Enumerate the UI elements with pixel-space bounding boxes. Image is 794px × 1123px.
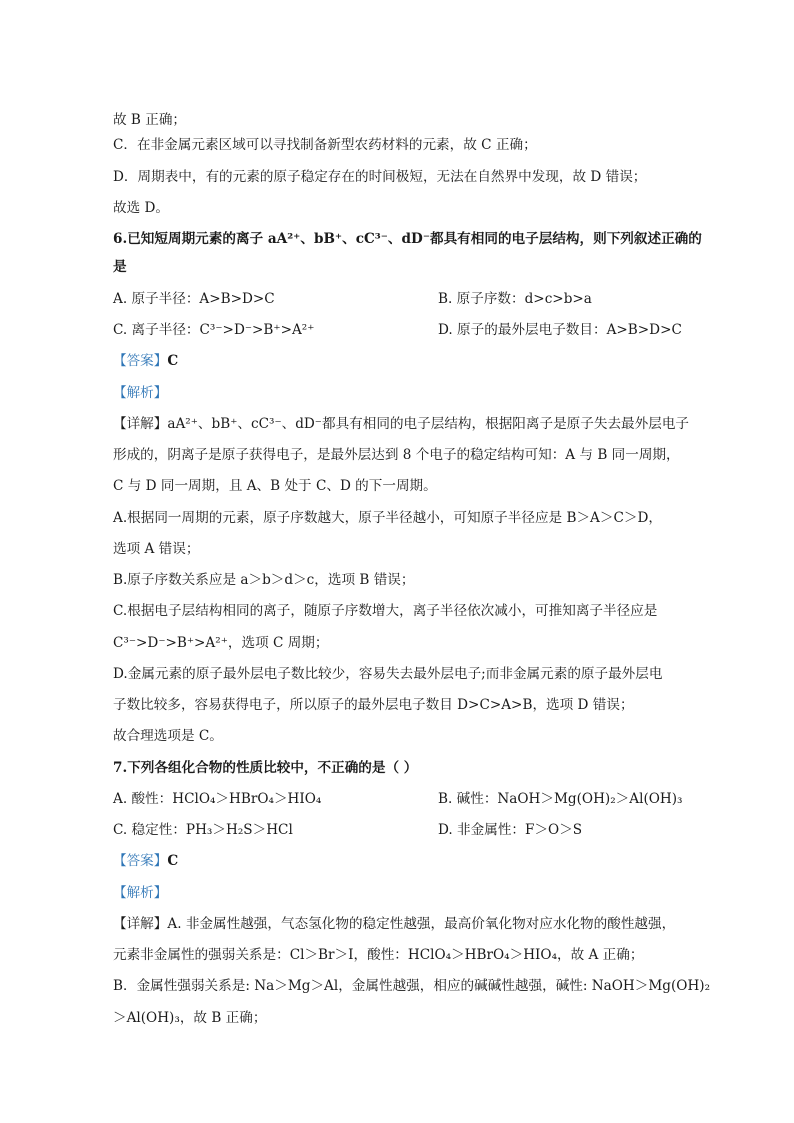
text-line: 【详解】A. 非金属性越强，气态氢化物的稳定性越强，最高价氧化物对应水化物的酸性越强， [113, 916, 676, 932]
q6-answer-line [113, 352, 178, 370]
text-line: 选项 A 错误； [113, 541, 200, 557]
answer-value: C [167, 853, 179, 869]
q7-option-d: D. 非金属性：F＞O＞S [438, 822, 583, 838]
text-line: 故选 D。 [113, 200, 170, 216]
q7-option-b: B. 碱性：NaOH＞Mg(OH)₂＞Al(OH)₃ [438, 791, 683, 807]
text-line: C．在非金属元素区域可以寻找制备新型农药材料的元素，故 C 正确； [113, 137, 537, 153]
question-7-stem: 7.下列各组化合物的性质比较中，不正确的是（ ） [113, 760, 418, 776]
text-line: 形成的，阴离子是原子获得电子，是最外层达到 8 个电子的稳定结构可知：A 与 B 同一周期， [113, 447, 680, 463]
answer-value: C [167, 353, 179, 369]
text-line: 【详解】aA²⁺、bB⁺、cC³⁻、dD⁻都具有相同的电子层结构，根据阳离子是原子失去最外层电子 [113, 416, 690, 432]
q7-answer-line [113, 852, 178, 870]
answer-tag: 【答案】 [113, 353, 168, 369]
analysis-tag: 【解析】 [113, 885, 168, 901]
q6-option-c: C. 离子半径：C³⁻>D⁻>B⁺>A²⁺ [113, 322, 315, 338]
text-line: 子数比较多，容易获得电子，所以原子的最外层电子数目 D>C>A>B，选项 D 错误； [113, 697, 634, 713]
text-line: 故 B 正确； [113, 112, 187, 128]
text-line: C 与 D 同一周期，且 A、B 处于 C、D 的下一周期。 [113, 478, 437, 494]
text-line: B．金属性强弱关系是: Na＞Mg＞Al，金属性越强，相应的碱碱性越强，碱性: NaOH＞Mg(OH)₂ [113, 978, 711, 994]
q6-option-d: D. 原子的最外层电子数目：A>B>D>C [438, 322, 682, 338]
text-line: C³⁻>D⁻>B⁺>A²⁺，选项 C 周期； [113, 635, 329, 651]
text-line: C.根据电子层结构相同的离子，随原子序数增大，离子半径依次减小，可推知离子半径应是 [113, 603, 658, 619]
text-line: D．周期表中，有的元素的原子稳定存在的时间极短，无法在自然界中发现，故 D 错误； [113, 169, 647, 185]
q7-option-a: A. 酸性：HClO₄＞HBrO₄＞HIO₄ [113, 791, 322, 807]
q7-option-c: C. 稳定性：PH₃＞H₂S＞HCl [113, 822, 293, 838]
q6-option-b: B. 原子序数：d>c>b>a [438, 291, 592, 307]
text-line: A.根据同一周期的元素，原子序数越大，原子半径越小，可知原子半径应是 B＞A＞C＞D， [113, 510, 662, 526]
text-line: ＞Al(OH)₃，故 B 正确； [113, 1010, 267, 1026]
question-6-stem: 6.已知短周期元素的离子 aA²⁺、bB⁺、cC³⁻、dD⁻都具有相同的电子层结构，则下列叙述正确的 [113, 231, 702, 247]
text-line: 元素非金属性的强弱关系是：Cl＞Br＞I，酸性：HClO₄＞HBrO₄＞HIO₄，故 A 正确； [113, 947, 644, 963]
text-line: 故合理选项是 C。 [113, 728, 223, 744]
answer-tag: 【答案】 [113, 853, 168, 869]
text-line: B.原子序数关系应是 a＞b＞d＞c，选项 B 错误； [113, 572, 415, 588]
text-line: D.金属元素的原子最外层电子数比较少，容易失去最外层电子;而非金属元素的原子最外层电 [113, 666, 663, 682]
analysis-tag: 【解析】 [113, 385, 168, 401]
q6-option-a: A. 原子半径：A>B>D>C [113, 291, 275, 307]
question-6-stem-cont: 是 [113, 259, 127, 275]
